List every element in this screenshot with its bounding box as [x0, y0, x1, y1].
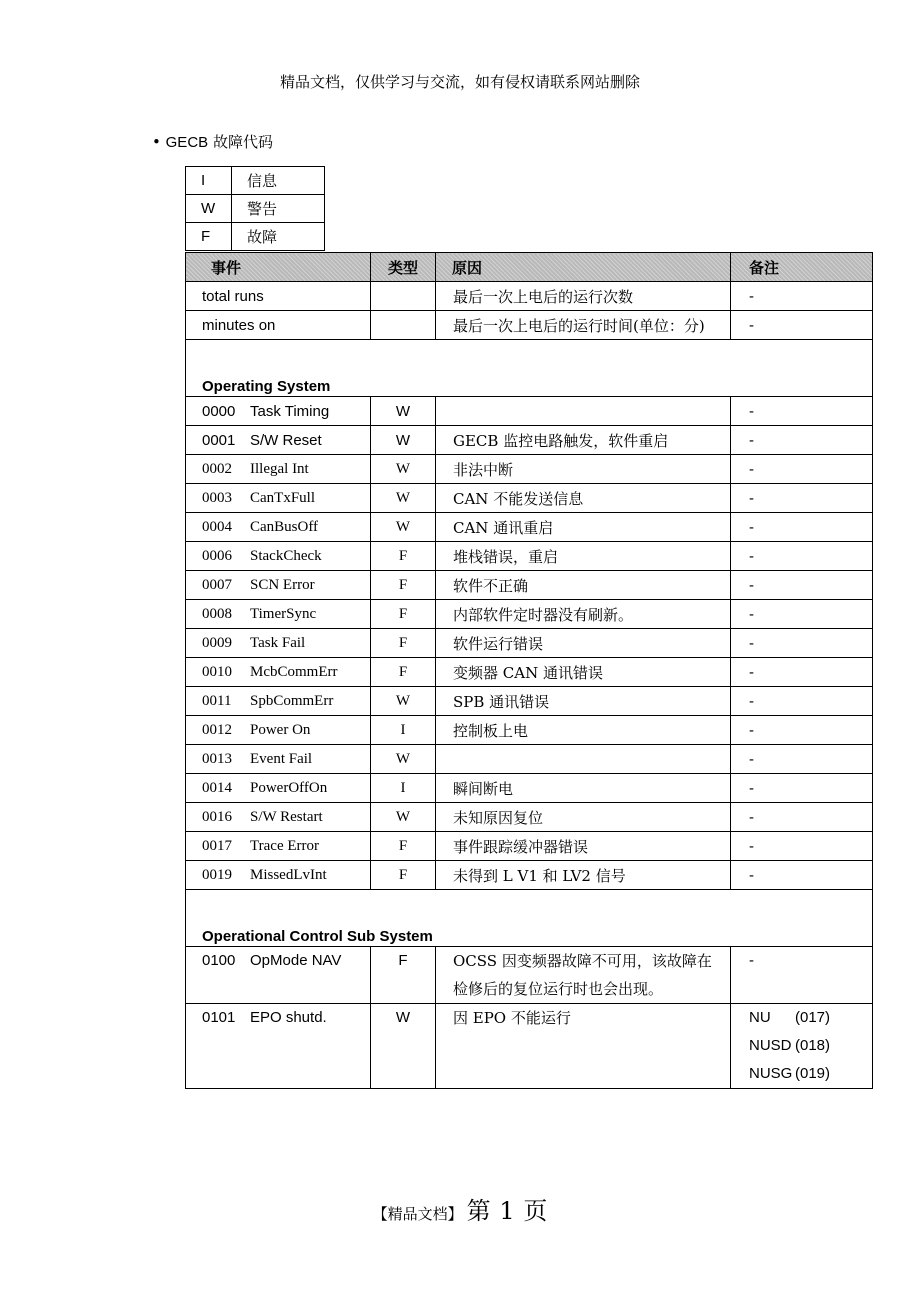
legend-row [186, 167, 325, 195]
event-code: 0013 [202, 750, 232, 767]
event-cell [186, 513, 371, 542]
reason-cell: GECB 监控电路触发，软件重启 [436, 426, 731, 455]
legend-key: F [186, 223, 232, 251]
note-line [749, 1004, 872, 1032]
event-code: 0017 [202, 837, 232, 854]
reason-cell [436, 397, 731, 426]
type-cell: W [371, 513, 436, 542]
event-cell [186, 774, 371, 803]
table-row [186, 311, 873, 340]
event-name: Illegal Int [250, 460, 309, 477]
reason-cell: 最后一次上电后的运行次数 [436, 282, 731, 311]
table-header-row [186, 253, 873, 282]
event-cell [186, 600, 371, 629]
event-cell [186, 426, 371, 455]
event-name: McbCommErr [250, 663, 338, 680]
event-code: 0002 [202, 460, 232, 477]
event-cell [186, 542, 371, 571]
section-title-prefix: GECB [165, 134, 209, 151]
type-cell [371, 311, 436, 340]
reason-cell: CAN 通讯重启 [436, 513, 731, 542]
type-cell: F [371, 571, 436, 600]
table-row [186, 774, 873, 803]
event-code: 0009 [202, 634, 232, 651]
table-row [186, 542, 873, 571]
page-header: 精品文档，仅供学习与交流，如有侵权请联系网站删除 [279, 73, 640, 91]
type-cell: F [371, 832, 436, 861]
header-type: 类型 [371, 253, 436, 282]
section-title-text: 故障代码 [212, 133, 273, 151]
table-row [186, 861, 873, 890]
table-row [186, 1004, 873, 1089]
event-name: S/W Reset [250, 431, 322, 449]
event-code: 0019 [202, 866, 232, 883]
event-cell: minutes on [186, 311, 371, 340]
legend-key: I [186, 167, 232, 195]
note-value: (018) [795, 1037, 831, 1054]
event-name: TimerSync [250, 605, 317, 622]
event-name: StackCheck [250, 547, 322, 564]
reason-cell [436, 947, 731, 1004]
note-cell: - [731, 774, 873, 803]
table-row [186, 803, 873, 832]
event-name: Power On [250, 721, 311, 738]
reason-cell: 因 EPO 不能运行 [436, 1004, 731, 1089]
type-cell: F [371, 600, 436, 629]
footer-page-number: 1 [499, 1197, 515, 1225]
table-row [186, 947, 873, 1004]
legend-value: 信息 [232, 167, 325, 195]
event-name: S/W Restart [250, 808, 323, 825]
note-label: NUSD [749, 1037, 792, 1054]
reason-cell: 最后一次上电后的运行时间(单位：分) [436, 311, 731, 340]
reason-cell [436, 745, 731, 774]
note-cell: - [731, 629, 873, 658]
note-cell: - [731, 832, 873, 861]
event-code: 0014 [202, 779, 232, 796]
event-name: OpMode NAV [250, 952, 342, 969]
event-cell [186, 397, 371, 426]
type-cell: F [371, 542, 436, 571]
header-event: 事件 [186, 253, 371, 282]
type-cell: I [371, 774, 436, 803]
note-label: NU [749, 1009, 771, 1026]
reason-cell: CAN 不能发送信息 [436, 484, 731, 513]
header-reason: 原因 [436, 253, 731, 282]
event-code: 0000 [202, 402, 236, 420]
table-row [186, 397, 873, 426]
event-cell [186, 571, 371, 600]
note-value: (017) [795, 1009, 831, 1026]
type-cell: W [371, 397, 436, 426]
event-name: PowerOffOn [250, 779, 328, 796]
type-cell: W [371, 687, 436, 716]
note-cell: - [731, 484, 873, 513]
legend-row [186, 223, 325, 251]
event-code: 0012 [202, 721, 232, 738]
reason-line: 检修后的复位运行时也会出现。 [453, 980, 664, 998]
event-cell [186, 455, 371, 484]
event-cell [186, 832, 371, 861]
event-cell [186, 658, 371, 687]
reason-cell: 堆栈错误，重启 [436, 542, 731, 571]
event-cell [186, 803, 371, 832]
event-code: 0010 [202, 663, 232, 680]
table-row [186, 455, 873, 484]
reason-cell: 未得到 L V1 和 LV2 信号 [436, 861, 731, 890]
table-row [186, 571, 873, 600]
table-row [186, 426, 873, 455]
event-cell [186, 745, 371, 774]
event-code: 0011 [202, 692, 232, 709]
event-code: 0008 [202, 605, 232, 622]
note-label: NUSG [749, 1065, 793, 1082]
section-heading: Operational Control Sub System [186, 890, 873, 947]
event-name: CanBusOff [250, 518, 319, 535]
event-code: 0003 [202, 489, 232, 506]
table-row [186, 282, 873, 311]
bullet: • [152, 133, 161, 151]
event-code: 0101 [202, 1009, 236, 1026]
event-code: 0100 [202, 952, 236, 969]
event-name: SpbCommErr [250, 692, 334, 709]
legend-table [185, 166, 325, 251]
table-row [186, 629, 873, 658]
note-cell: - [731, 282, 873, 311]
note-cell: - [731, 947, 873, 1004]
reason-cell: 内部软件定时器没有刷新。 [436, 600, 731, 629]
type-cell: W [371, 455, 436, 484]
event-cell [186, 716, 371, 745]
event-code: 0016 [202, 808, 232, 825]
event-name: Task Timing [250, 402, 330, 420]
note-cell: - [731, 745, 873, 774]
type-cell: F [371, 947, 436, 1004]
legend-value: 警告 [232, 195, 325, 223]
event-cell [186, 861, 371, 890]
note-value: (019) [795, 1065, 831, 1082]
note-cell: - [731, 426, 873, 455]
note-cell: - [731, 542, 873, 571]
page-footer [0, 1196, 920, 1229]
reason-cell: 软件不正确 [436, 571, 731, 600]
event-name: CanTxFull [250, 489, 316, 506]
table-row [186, 687, 873, 716]
note-cell: - [731, 311, 873, 340]
fault-code-table [185, 252, 873, 1089]
reason-cell: 非法中断 [436, 455, 731, 484]
type-cell: W [371, 745, 436, 774]
type-cell: W [371, 803, 436, 832]
reason-cell: SPB 通讯错误 [436, 687, 731, 716]
note-cell: - [731, 861, 873, 890]
note-cell: - [731, 716, 873, 745]
legend-row [186, 195, 325, 223]
event-name: EPO shutd. [250, 1009, 327, 1026]
reason-cell: 控制板上电 [436, 716, 731, 745]
footer-page-suffix: 页 [523, 1197, 548, 1225]
event-code: 0004 [202, 518, 232, 535]
footer-page-prefix: 第 [466, 1197, 491, 1225]
type-cell: W [371, 1004, 436, 1089]
event-cell [186, 1004, 371, 1089]
event-code: 0007 [202, 576, 232, 593]
note-cell: - [731, 455, 873, 484]
event-cell [186, 687, 371, 716]
legend-value: 故障 [232, 223, 325, 251]
section-row-operational-control [186, 890, 873, 947]
event-code: 0006 [202, 547, 232, 564]
table-row [186, 716, 873, 745]
event-name: SCN Error [250, 576, 315, 593]
note-cell: - [731, 600, 873, 629]
type-cell: W [371, 484, 436, 513]
reason-line: OCSS 因变频器故障不可用，该故障在 [453, 952, 712, 970]
legend-key: W [186, 195, 232, 223]
event-cell [186, 629, 371, 658]
note-line [749, 1032, 872, 1060]
reason-cell: 事件跟踪缓冲器错误 [436, 832, 731, 861]
table-row [186, 600, 873, 629]
event-cell: total runs [186, 282, 371, 311]
section-heading: Operating System [186, 340, 873, 397]
event-code: 0001 [202, 431, 236, 449]
note-cell: - [731, 658, 873, 687]
section-title [152, 132, 273, 153]
event-name: Event Fail [250, 750, 313, 767]
table-row [186, 513, 873, 542]
type-cell: F [371, 658, 436, 687]
table-row [186, 745, 873, 774]
event-name: Trace Error [250, 837, 320, 854]
event-cell [186, 484, 371, 513]
event-cell [186, 947, 371, 1004]
table-row [186, 832, 873, 861]
note-line [749, 1060, 872, 1088]
reason-cell: 软件运行错误 [436, 629, 731, 658]
note-cell: - [731, 803, 873, 832]
type-cell: I [371, 716, 436, 745]
event-name: MissedLvInt [250, 866, 327, 883]
table-row [186, 484, 873, 513]
type-cell: W [371, 426, 436, 455]
type-cell [371, 282, 436, 311]
note-cell [731, 1004, 873, 1089]
type-cell: F [371, 861, 436, 890]
note-cell: - [731, 513, 873, 542]
note-cell: - [731, 571, 873, 600]
table-row [186, 658, 873, 687]
note-cell: - [731, 687, 873, 716]
section-row-operating-system [186, 340, 873, 397]
reason-cell: 变频器 CAN 通讯错误 [436, 658, 731, 687]
header-note: 备注 [731, 253, 873, 282]
reason-cell: 未知原因复位 [436, 803, 731, 832]
type-cell: F [371, 629, 436, 658]
reason-cell: 瞬间断电 [436, 774, 731, 803]
event-name: Task Fail [250, 634, 306, 651]
note-cell: - [731, 397, 873, 426]
footer-bracket: 【精品文档】 [372, 1205, 463, 1223]
